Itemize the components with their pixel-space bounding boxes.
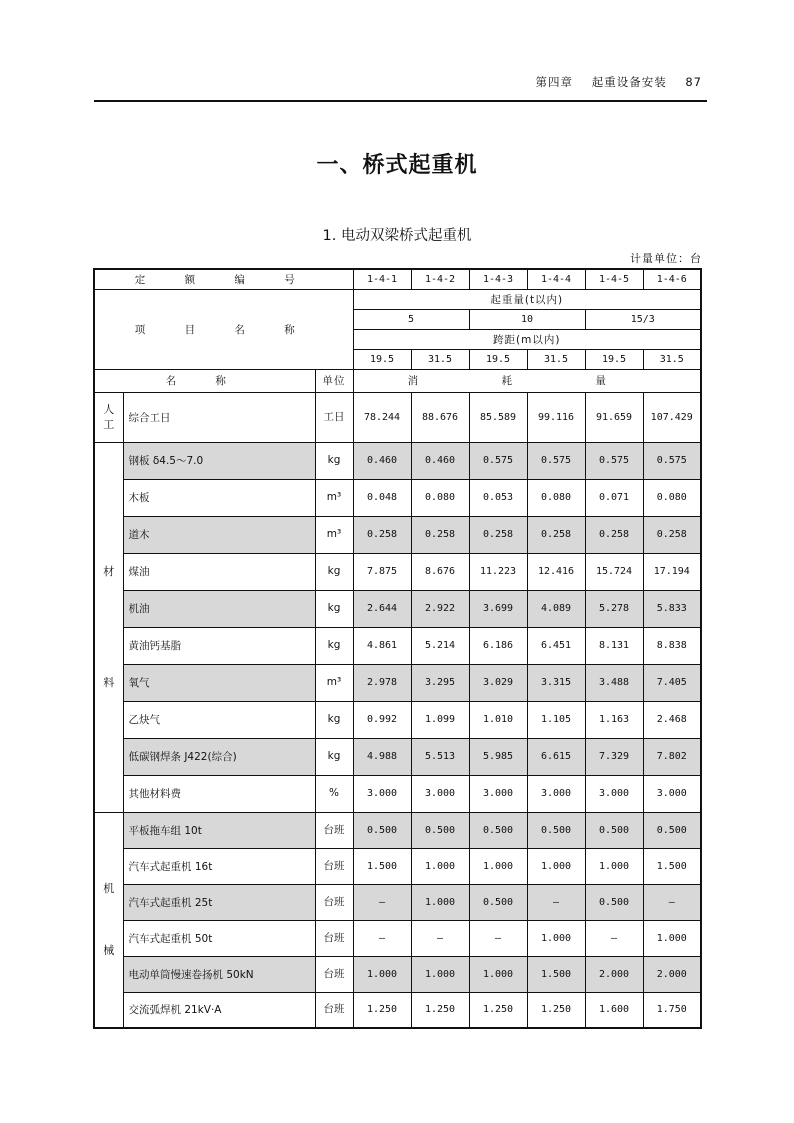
table-row <box>94 553 701 590</box>
value-cell: — <box>411 920 469 956</box>
value-cell: 0.080 <box>643 479 701 516</box>
item-name: 黄油钙基脂 <box>123 627 315 664</box>
column-header-row <box>94 369 701 392</box>
category-char: 料 <box>103 676 115 689</box>
value-cell: 3.000 <box>643 775 701 812</box>
code-cell: 1-4-5 <box>585 269 643 289</box>
value-cell: 0.080 <box>411 479 469 516</box>
table-row <box>94 848 701 884</box>
chapter-label: 第四章 <box>535 75 574 89</box>
item-unit: % <box>315 775 353 812</box>
value-cell: 17.194 <box>643 553 701 590</box>
table-row <box>94 392 701 442</box>
item-unit: kg <box>315 553 353 590</box>
item-unit: 台班 <box>315 884 353 920</box>
value-cell: 1.250 <box>527 992 585 1028</box>
code-cell: 1-4-1 <box>353 269 411 289</box>
capacity-cell: 15/3 <box>585 309 701 329</box>
item-name: 道木 <box>123 516 315 553</box>
item-unit: 台班 <box>315 848 353 884</box>
table-row <box>94 442 701 479</box>
value-cell: 1.000 <box>585 848 643 884</box>
value-cell: 5.278 <box>585 590 643 627</box>
value-cell: 7.875 <box>353 553 411 590</box>
item-unit: 台班 <box>315 812 353 848</box>
value-cell: 5.513 <box>411 738 469 775</box>
capacity-label: 起重量(t以内) <box>353 289 701 309</box>
value-cell: 1.750 <box>643 992 701 1028</box>
value-cell: 0.460 <box>411 442 469 479</box>
item-unit: kg <box>315 627 353 664</box>
item-name: 机油 <box>123 590 315 627</box>
value-cell: 0.071 <box>585 479 643 516</box>
code-cell: 1-4-3 <box>469 269 527 289</box>
value-cell: 1.250 <box>353 992 411 1028</box>
value-cell: 1.000 <box>411 848 469 884</box>
value-cell: 6.615 <box>527 738 585 775</box>
value-cell: 1.500 <box>353 848 411 884</box>
code-cell: 1-4-2 <box>411 269 469 289</box>
value-cell: 1.163 <box>585 701 643 738</box>
item-unit: m³ <box>315 479 353 516</box>
value-cell: 0.575 <box>527 442 585 479</box>
table-row <box>94 992 701 1028</box>
item-name: 汽车式起重机 16t <box>123 848 315 884</box>
col-unit-header: 单位 <box>315 369 353 392</box>
item-name: 汽车式起重机 25t <box>123 884 315 920</box>
value-cell: 0.460 <box>353 442 411 479</box>
item-name: 煤油 <box>123 553 315 590</box>
table-row <box>94 701 701 738</box>
value-cell: 1.000 <box>353 956 411 992</box>
value-cell: 1.250 <box>411 992 469 1028</box>
value-cell: 0.258 <box>411 516 469 553</box>
value-cell: 0.500 <box>353 812 411 848</box>
unit-note: 计量单位：台 <box>630 252 702 265</box>
code-cell: 1-4-6 <box>643 269 701 289</box>
value-cell: 0.053 <box>469 479 527 516</box>
span-cell: 19.5 <box>469 349 527 369</box>
table-row <box>94 956 701 992</box>
item-unit: 台班 <box>315 920 353 956</box>
col-name-header: 名 称 <box>94 369 315 392</box>
capacity-cell: 10 <box>469 309 585 329</box>
value-cell: 88.676 <box>411 392 469 442</box>
item-name: 木板 <box>123 479 315 516</box>
table-row <box>94 775 701 812</box>
value-cell: 99.116 <box>527 392 585 442</box>
table-row <box>94 664 701 701</box>
value-cell: 7.329 <box>585 738 643 775</box>
value-cell: 8.838 <box>643 627 701 664</box>
value-cell: 6.186 <box>469 627 527 664</box>
value-cell: 15.724 <box>585 553 643 590</box>
item-name-label: 项 目 名 称 <box>94 289 353 369</box>
item-name: 电动单筒慢速卷扬机 50kN <box>123 956 315 992</box>
value-cell: 3.029 <box>469 664 527 701</box>
value-cell: 8.131 <box>585 627 643 664</box>
value-cell: 1.000 <box>527 920 585 956</box>
category-char: 材 <box>103 564 115 578</box>
value-cell: 1.500 <box>527 956 585 992</box>
value-cell: 1.000 <box>527 848 585 884</box>
item-unit: kg <box>315 442 353 479</box>
value-cell: — <box>643 884 701 920</box>
value-cell: 91.659 <box>585 392 643 442</box>
value-cell: 3.295 <box>411 664 469 701</box>
quota-code-row <box>94 269 701 289</box>
value-cell: 2.978 <box>353 664 411 701</box>
value-cell: 2.922 <box>411 590 469 627</box>
materials-category <box>94 442 123 812</box>
item-name: 综合工日 <box>123 392 315 442</box>
value-cell: 12.416 <box>527 553 585 590</box>
value-cell: 3.488 <box>585 664 643 701</box>
capacity-label-row <box>94 289 701 309</box>
value-cell: 1.000 <box>643 920 701 956</box>
value-cell: 0.258 <box>469 516 527 553</box>
labor-category <box>94 392 123 442</box>
value-cell: 0.500 <box>585 812 643 848</box>
value-cell: — <box>353 920 411 956</box>
value-cell: 2.000 <box>643 956 701 992</box>
value-cell: 0.992 <box>353 701 411 738</box>
value-cell: 5.214 <box>411 627 469 664</box>
table-row <box>94 920 701 956</box>
span-cell: 31.5 <box>411 349 469 369</box>
value-cell: 1.000 <box>469 956 527 992</box>
value-cell: 1.250 <box>469 992 527 1028</box>
running-header <box>522 74 702 90</box>
value-cell: 1.600 <box>585 992 643 1028</box>
span-cell: 19.5 <box>585 349 643 369</box>
code-cell: 1-4-4 <box>527 269 585 289</box>
quota-table <box>93 268 702 1029</box>
value-cell: 0.258 <box>353 516 411 553</box>
value-cell: — <box>353 884 411 920</box>
value-cell: 3.000 <box>353 775 411 812</box>
value-cell: 7.802 <box>643 738 701 775</box>
item-name: 乙炔气 <box>123 701 315 738</box>
value-cell: 3.000 <box>585 775 643 812</box>
category-char: 工 <box>103 418 115 431</box>
table-row <box>94 738 701 775</box>
item-unit: 工日 <box>315 392 353 442</box>
value-cell: 3.699 <box>469 590 527 627</box>
value-cell: 8.676 <box>411 553 469 590</box>
value-cell: 4.089 <box>527 590 585 627</box>
value-cell: 3.000 <box>411 775 469 812</box>
value-cell: 0.258 <box>527 516 585 553</box>
capacity-cell: 5 <box>353 309 469 329</box>
item-unit: m³ <box>315 516 353 553</box>
span-cell: 31.5 <box>527 349 585 369</box>
value-cell: 1.500 <box>643 848 701 884</box>
item-unit: m³ <box>315 664 353 701</box>
table-subtitle: 1. 电动双梁桥式起重机 <box>322 228 472 244</box>
value-cell: 4.861 <box>353 627 411 664</box>
value-cell: 1.010 <box>469 701 527 738</box>
section-label: 起重设备安装 <box>591 75 667 89</box>
table-row <box>94 627 701 664</box>
value-cell: 85.589 <box>469 392 527 442</box>
item-name: 交流弧焊机 21kV·A <box>123 992 315 1028</box>
item-unit: 台班 <box>315 956 353 992</box>
category-char: 械 <box>103 943 115 957</box>
item-unit: 台班 <box>315 992 353 1028</box>
value-cell: 4.988 <box>353 738 411 775</box>
value-cell: 0.500 <box>585 884 643 920</box>
page-number: 87 <box>685 75 702 89</box>
item-name: 钢板 δ4.5～7.0 <box>123 442 315 479</box>
col-consumption-header: 消 耗 量 <box>353 369 701 392</box>
value-cell: 1.000 <box>411 884 469 920</box>
category-char: 人 <box>103 402 115 416</box>
value-cell: 0.575 <box>643 442 701 479</box>
item-name: 平板拖车组 10t <box>123 812 315 848</box>
table-row <box>94 516 701 553</box>
value-cell: 2.000 <box>585 956 643 992</box>
table-row <box>94 479 701 516</box>
value-cell: — <box>527 884 585 920</box>
value-cell: 0.258 <box>643 516 701 553</box>
item-unit: kg <box>315 738 353 775</box>
value-cell: 1.000 <box>469 848 527 884</box>
value-cell: 3.315 <box>527 664 585 701</box>
table-row <box>94 884 701 920</box>
value-cell: 0.575 <box>469 442 527 479</box>
span-label: 跨距(m以内) <box>353 329 701 349</box>
value-cell: 5.833 <box>643 590 701 627</box>
value-cell: 2.644 <box>353 590 411 627</box>
value-cell: 1.105 <box>527 701 585 738</box>
value-cell: 2.468 <box>643 701 701 738</box>
span-cell: 19.5 <box>353 349 411 369</box>
item-name: 其他材料费 <box>123 775 315 812</box>
page-title: 一、桥式起重机 <box>316 153 478 178</box>
value-cell: 0.500 <box>411 812 469 848</box>
value-cell: 0.080 <box>527 479 585 516</box>
value-cell: 78.244 <box>353 392 411 442</box>
value-cell: — <box>469 920 527 956</box>
table-row <box>94 590 701 627</box>
value-cell: 107.429 <box>643 392 701 442</box>
table-row <box>94 812 701 848</box>
value-cell: 0.500 <box>643 812 701 848</box>
value-cell: 5.985 <box>469 738 527 775</box>
item-name: 低碳钢焊条 J422(综合) <box>123 738 315 775</box>
value-cell: 1.000 <box>411 956 469 992</box>
span-cell: 31.5 <box>643 349 701 369</box>
item-unit: kg <box>315 701 353 738</box>
machinery-category <box>94 812 123 1028</box>
value-cell: 6.451 <box>527 627 585 664</box>
value-cell: 0.500 <box>469 884 527 920</box>
value-cell: 0.048 <box>353 479 411 516</box>
header-rule <box>94 100 707 102</box>
value-cell: 0.258 <box>585 516 643 553</box>
value-cell: 0.575 <box>585 442 643 479</box>
value-cell: 0.500 <box>469 812 527 848</box>
item-name: 汽车式起重机 50t <box>123 920 315 956</box>
value-cell: 7.405 <box>643 664 701 701</box>
value-cell: 1.099 <box>411 701 469 738</box>
item-unit: kg <box>315 590 353 627</box>
item-name: 氧气 <box>123 664 315 701</box>
category-char: 机 <box>103 882 115 896</box>
value-cell: 0.500 <box>527 812 585 848</box>
value-cell: 11.223 <box>469 553 527 590</box>
value-cell: — <box>585 920 643 956</box>
quota-label: 定 额 编 号 <box>94 269 353 289</box>
value-cell: 3.000 <box>527 775 585 812</box>
value-cell: 3.000 <box>469 775 527 812</box>
